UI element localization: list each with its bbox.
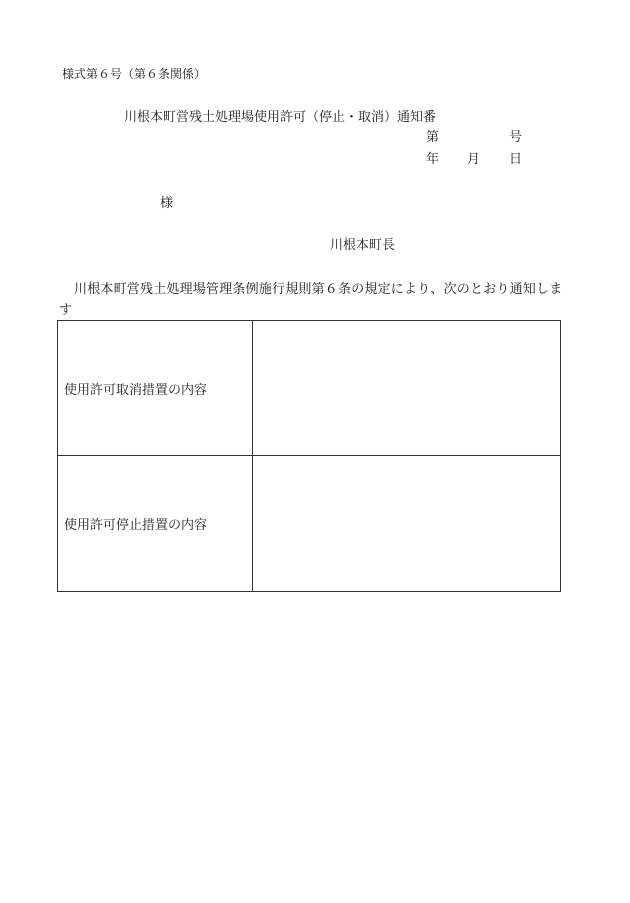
date-year-label: 年 (426, 152, 440, 167)
addressee-honorific: 様 (160, 196, 174, 211)
sender-name: 川根本町長 (330, 238, 396, 253)
number-suffix: 号 (509, 130, 523, 145)
row-value-cancellation (253, 321, 561, 456)
row-value-suspension (253, 456, 561, 592)
document-title: 川根本町営残土処理場使用許可（停止・取消）通知番 (124, 110, 437, 125)
details-table (57, 320, 561, 592)
date-month-label: 月 (467, 152, 481, 167)
row-label-suspension: 使用許可停止措置の内容 (58, 456, 253, 592)
table-row (58, 456, 561, 592)
row-label-cancellation: 使用許可取消措置の内容 (58, 321, 253, 456)
notification-body: 川根本町営残土処理場管理条例施行規則第６条の規定により、次のとおり通知します (59, 282, 563, 318)
table-row (58, 321, 561, 456)
form-label: 様式第６号（第６条関係） (62, 67, 207, 81)
date-day-label: 日 (509, 152, 523, 167)
number-prefix: 第 (426, 130, 440, 145)
